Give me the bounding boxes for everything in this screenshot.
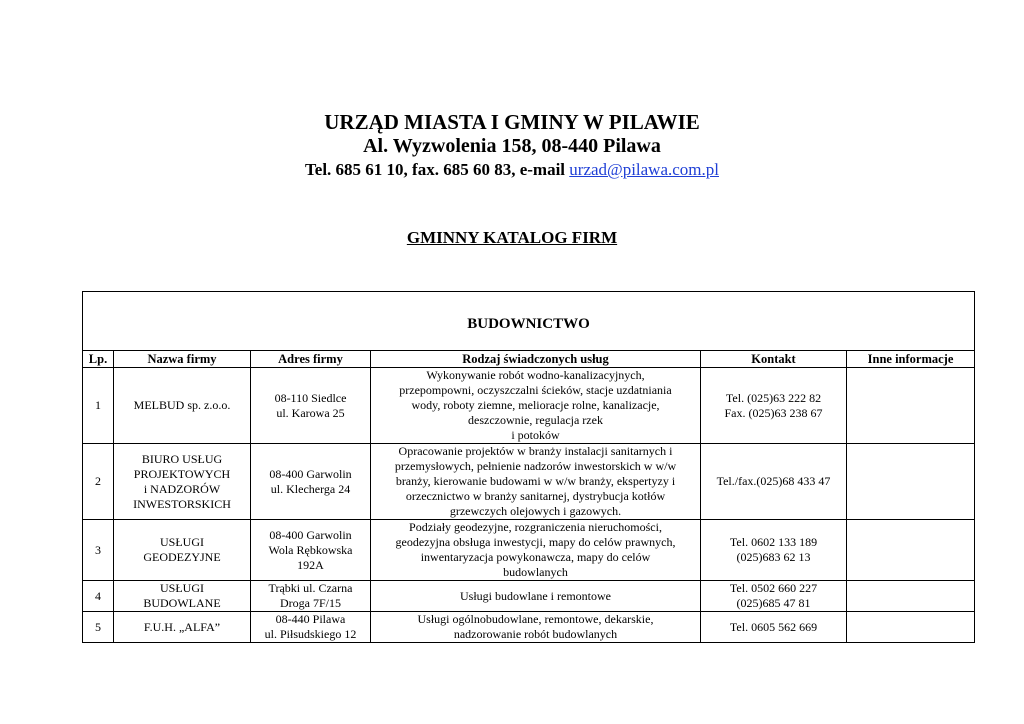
cell-lp: 4 [83, 581, 114, 612]
catalog-title: GMINNY KATALOG FIRM [406, 228, 618, 247]
column-header-row [83, 351, 975, 368]
letterhead [0, 110, 1024, 182]
col-name: Nazwa firmy [114, 351, 251, 368]
cell-name: BIURO USŁUG PROJEKTOWYCH i NADZORÓW INWESTORSKICH [114, 444, 251, 520]
cell-lp: 2 [83, 444, 114, 520]
cell-other [847, 581, 975, 612]
cell-address: 08-400 Garwolin ul. Klecherga 24 [251, 444, 371, 520]
cell-contact: Tel. 0605 562 669 [701, 612, 847, 643]
cell-lp: 1 [83, 368, 114, 444]
cell-other [847, 368, 975, 444]
table-row [83, 520, 975, 581]
col-contact: Kontakt [701, 351, 847, 368]
cell-name: MELBUD sp. z.o.o. [114, 368, 251, 444]
firms-table [82, 291, 975, 643]
cell-name: USŁUGI GEODEZYJNE [114, 520, 251, 581]
cell-other [847, 612, 975, 643]
cell-services: Usługi ogólnobudowlane, remontowe, dekarskie, nadzorowanie robót budowlanych [371, 612, 701, 643]
cell-services: Wykonywanie robót wodno-kanalizacyjnych, przepompowni, oczyszczalni ścieków, stacje uzdatniania wody, roboty ziemne, melioracje rolne, kanalizacje, deszczownie, regulacja rzek i potoków [371, 368, 701, 444]
cell-address: 08-110 Siedlce ul. Karowa 25 [251, 368, 371, 444]
section-title: BUDOWNICTWO [83, 292, 975, 351]
contact-phone-fax: Tel. 685 61 10, fax. 685 60 83, e-mail [305, 160, 570, 179]
cell-other [847, 520, 975, 581]
col-other: Inne informacje [847, 351, 975, 368]
cell-contact: Tel. 0502 660 227 (025)685 47 81 [701, 581, 847, 612]
office-contact [0, 158, 1024, 182]
cell-services: Opracowanie projektów w branży instalacji sanitarnych i przemysłowych, pełnienie nadzorów inwestorskich w w/w branży, kierowanie budowami w w/w branży, ekspertyzy i orzecznictwo w branży sanitarnej, dystrybucja kotłów grzewczych olejowych i gazowych. [371, 444, 701, 520]
cell-address: 08-440 Pilawa ul. Piłsudskiego 12 [251, 612, 371, 643]
cell-other [847, 444, 975, 520]
cell-contact: Tel./fax.(025)68 433 47 [701, 444, 847, 520]
table-row [83, 581, 975, 612]
email-link[interactable]: urzad@pilawa.com.pl [569, 160, 719, 179]
cell-lp: 3 [83, 520, 114, 581]
cell-name: F.U.H. „ALFA” [114, 612, 251, 643]
office-title: URZĄD MIASTA I GMINY W PILAWIE [324, 110, 700, 134]
cell-lp: 5 [83, 612, 114, 643]
cell-name: USŁUGI BUDOWLANE [114, 581, 251, 612]
col-services: Rodzaj świadczonych usług [371, 351, 701, 368]
table-row [83, 444, 975, 520]
cell-services: Usługi budowlane i remontowe [371, 581, 701, 612]
office-address: Al. Wyzwolenia 158, 08-440 Pilawa [363, 135, 661, 157]
cell-contact: Tel. (025)63 222 82 Fax. (025)63 238 67 [701, 368, 847, 444]
cell-contact: Tel. 0602 133 189 (025)683 62 13 [701, 520, 847, 581]
col-address: Adres firmy [251, 351, 371, 368]
col-lp: Lp. [83, 351, 114, 368]
cell-address: 08-400 Garwolin Wola Rębkowska 192A [251, 520, 371, 581]
section-header-row [83, 292, 975, 351]
cell-services: Podziały geodezyjne, rozgraniczenia nieruchomości, geodezyjna obsługa inwestycji, mapy do celów prawnych, inwentaryzacja powykonawcza, mapy do celów budowlanych [371, 520, 701, 581]
table-row [83, 368, 975, 444]
cell-address: Trąbki ul. Czarna Droga 7F/15 [251, 581, 371, 612]
table-row [83, 612, 975, 643]
